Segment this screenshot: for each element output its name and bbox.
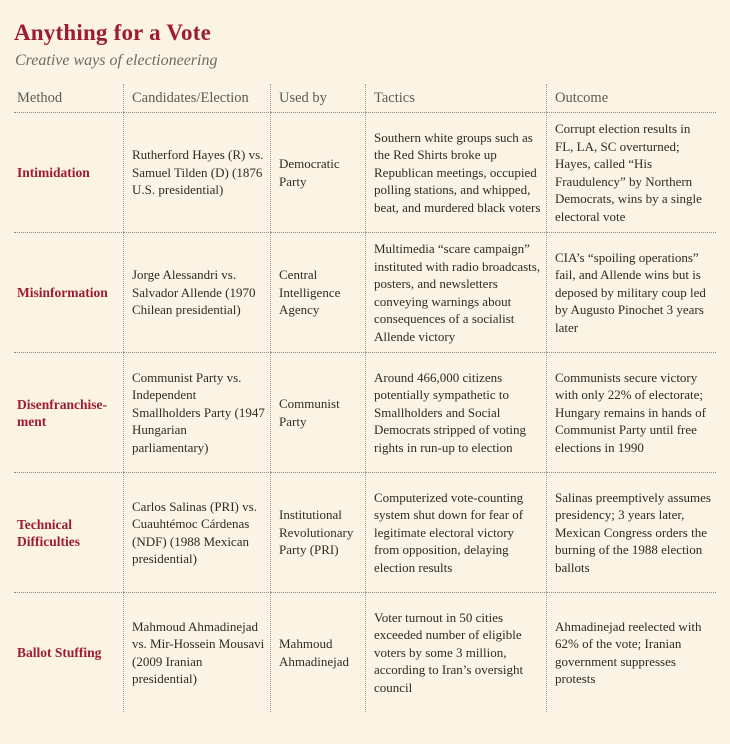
column-header-outcome: Outcome [555,89,609,106]
cell-tactics: Voter turnout in 50 cities exceeded number of eligible voters by some 3 million, according to Iran’s oversight council [366,592,547,712]
cell-candidates: Carlos Salinas (PRI) vs. Cuauhtémoc Cárdenas (NDF) (1988 Mexican presidential) [124,472,271,592]
cell-method: Disenfranchisement [14,352,124,472]
cell-tactics: Computerized vote-counting system shut down for fear of legitimate electoral victory from opposition, delaying election results [366,472,547,592]
cell-candidates: Mahmoud Ahmadinejad vs. Mir-Hossein Mousavi (2009 Iranian presidential) [124,592,271,712]
cell-method: Intimidation [14,112,124,232]
page-subtitle: Creative ways of electioneering [15,52,218,69]
cell-candidates: Communist Party vs. Independent Smallholders Party (1947 Hungarian parliamentary) [124,352,271,472]
cell-used-by: Democratic Party [271,112,366,232]
electioneering-table [14,84,716,712]
cell-tactics: Around 466,000 citizens potentially sympathetic to Smallholders and Social Democrats stripped of voting rights in run-up to election [366,352,547,472]
cell-method: Misinformation [14,232,124,352]
cell-outcome: Communists secure victory with only 22% of electorate; Hungary remains in hands of Communist Party until free elections in 1990 [547,352,716,472]
page-title: Anything for a Vote [14,20,211,45]
cell-outcome: Salinas preemptively assumes presidency; 3 years later, Mexican Congress orders the burning of the 1988 election ballots [547,472,716,592]
cell-used-by: Institutional Revolutionary Party (PRI) [271,472,366,592]
cell-candidates: Rutherford Hayes (R) vs. Samuel Tilden (D) (1876 U.S. presidential) [124,112,271,232]
cell-method: Ballot Stuffing [14,592,124,712]
cell-candidates: Jorge Alessandri vs. Salvador Allende (1970 Chilean presidential) [124,232,271,352]
cell-outcome: Ahmadinejad reelected with 62% of the vote; Iranian government suppresses protests [547,592,716,712]
cell-tactics: Southern white groups such as the Red Shirts broke up Republican meetings, occupied polling stations, and whipped, beat, and murdered black voters [366,112,547,232]
column-header-tactics: Tactics [366,84,547,112]
cell-tactics: Multimedia “scare campaign” instituted with radio broadcasts, posters, and newsletters conveying warnings about consequences of a socialist Allende victory [366,232,547,352]
cell-used-by: Communist Party [271,352,366,472]
column-header-method: Method [14,84,124,112]
cell-outcome: Corrupt election results in FL, LA, SC overturned; Hayes, called “His Fraudulency” by Northern Democrats, wins by a single electoral vote [547,112,716,232]
column-header-used-by: Used by [271,84,366,112]
column-header-candidates: Candidates/Election [124,84,271,112]
cell-used-by: Mahmoud Ahmadinejad [271,592,366,712]
cell-outcome: CIA’s “spoiling operations” fail, and Allende wins but is deposed by military coup led by Augusto Pinochet 3 years later [547,232,716,352]
cell-method: Technical Difficulties [14,472,124,592]
cell-used-by: Central Intelligence Agency [271,232,366,352]
